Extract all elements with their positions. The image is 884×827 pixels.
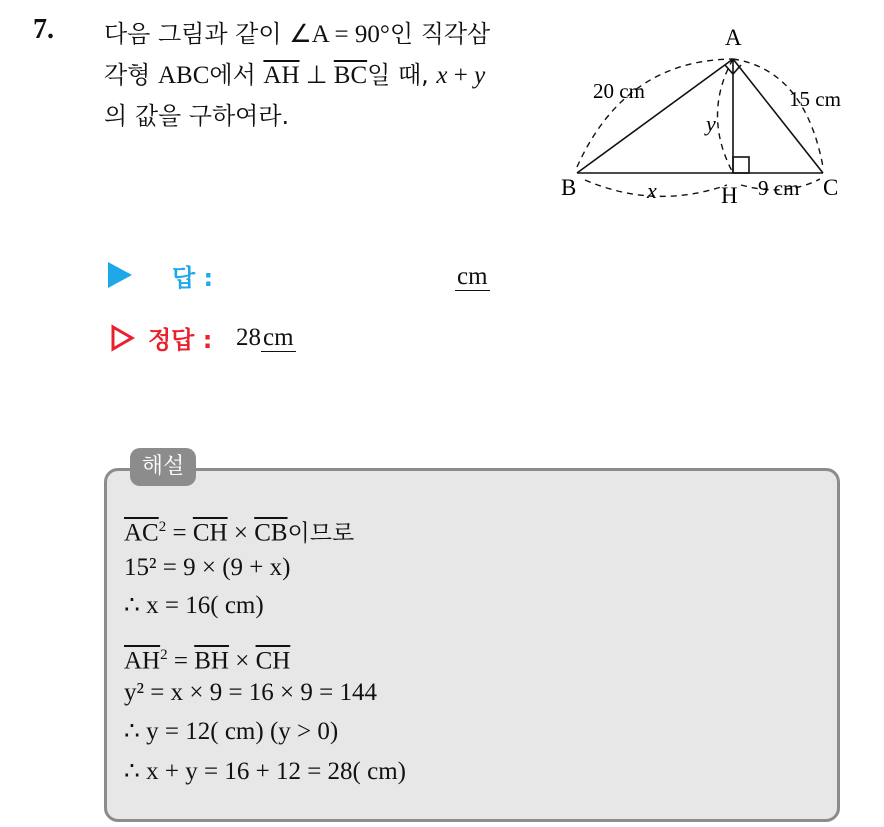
correct-answer-unit: cm [263, 324, 294, 351]
arc-ah [718, 59, 734, 173]
segment-ah: $\overline{AH}$ [263, 62, 300, 89]
triangle-name: ABC [158, 62, 210, 89]
question-line-2 [104, 55, 544, 96]
segment-bc: $\overline{BC}$ [333, 62, 368, 89]
explanation-line-5: y² = x × 9 = 16 × 9 = 144 [124, 679, 377, 706]
equals: = [167, 647, 195, 675]
label-h: H [721, 183, 738, 208]
answer-blank-unit[interactable]: cm [457, 263, 488, 290]
explanation-line-3: ∴ x = 16( cm) [124, 592, 264, 619]
plus-sign: + [447, 62, 475, 89]
correct-answer-number: 28 [236, 324, 261, 351]
question-line-1 [104, 14, 544, 55]
correct-answer-value [236, 324, 296, 352]
label-ac-length: 15 cm [789, 87, 841, 111]
segment-bh: $\overline{BH}$ [194, 647, 229, 675]
label-b: B [561, 175, 577, 200]
segment-ah: $\overline{AH}$ [124, 647, 161, 675]
times: × [227, 519, 255, 547]
explanation-korean: 이므로 [287, 520, 355, 547]
times: × [228, 647, 256, 675]
label-c: C [823, 175, 839, 200]
variable-x: x [436, 62, 448, 89]
correct-answer-label: 정답 : [148, 326, 213, 354]
segment-ch: $\overline{CH}$ [255, 647, 291, 675]
angle-condition: ∠A = 90° [289, 21, 390, 48]
question-line-3: 의 값을 구하여라. [104, 102, 290, 130]
right-angle-mark-h [733, 157, 749, 173]
segment-cb: $\overline{CB}$ [254, 519, 288, 547]
label-x: x [647, 178, 657, 203]
question-text [104, 14, 544, 136]
explanation-tab: 해설 [130, 448, 196, 486]
label-y: y [706, 111, 716, 136]
equals: = [166, 519, 193, 547]
explanation-line-1 [124, 510, 355, 547]
play-outline-icon [110, 324, 136, 352]
play-filled-icon [108, 262, 132, 288]
explanation-line-2: 15² = 9 × (9 + x) [124, 554, 291, 581]
question-text-part: 다음 그림과 같이 [104, 20, 290, 48]
explanation-line-7: ∴ x + y = 16 + 12 = 28( cm) [124, 758, 406, 785]
explanation-line-4 [124, 638, 291, 675]
question-text-part: 각형 [104, 61, 158, 89]
explanation-line-6: ∴ y = 12( cm) (y > 0) [124, 718, 339, 745]
question-number: 7. [33, 14, 54, 45]
label-ab-length: 20 cm [593, 79, 645, 103]
triangle-figure [555, 15, 855, 210]
answer-label: 답 : [172, 264, 214, 292]
question-text-part: 에서 [209, 61, 264, 89]
segment-ch: $\overline{CH}$ [192, 519, 228, 547]
label-a: A [725, 25, 742, 50]
label-hc-length: 9 cm [758, 176, 800, 200]
superscript: 2 [160, 647, 168, 663]
question-text-part: 인 직각삼 [389, 20, 491, 48]
superscript: 2 [158, 519, 167, 535]
side-ac [733, 59, 823, 173]
question-text-part: 일 때, [367, 61, 437, 89]
segment-ac: $\overline{AC}$ [124, 519, 159, 547]
variable-y: y [474, 62, 486, 89]
perpendicular-symbol: ⊥ [299, 62, 334, 89]
